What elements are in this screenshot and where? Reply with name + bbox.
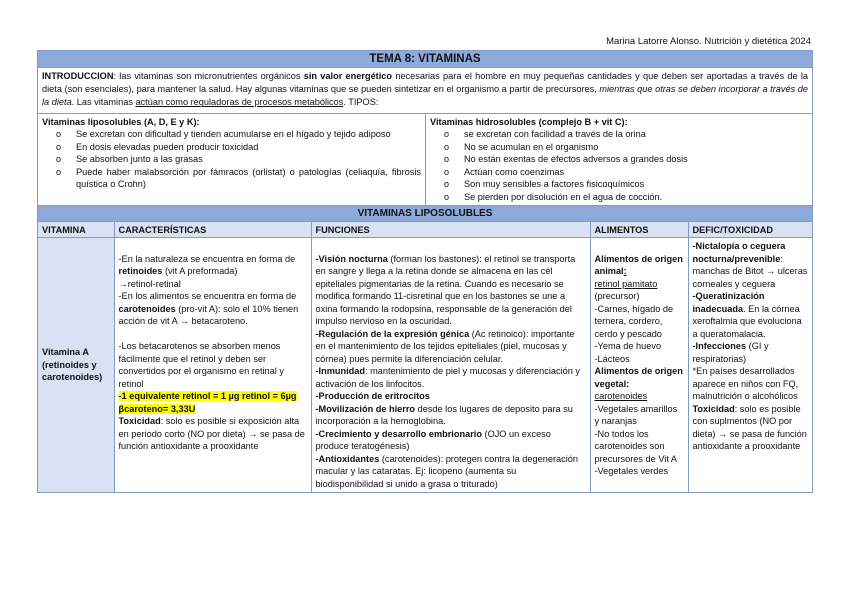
def-item: *En países desarrollados aparece en niños con FQ, malnutrición o alcohólicos [692,366,799,402]
alimentos-animal-label: Alimentos de origen animal: [594,253,683,277]
text: . En la córnea xeroftalmia que evoluciona a queratomalacia. [692,303,802,339]
alimentos-vegetal-label: Alimentos de origen vegetal: [594,366,683,389]
list-item: o Se excretan con dificultad y tienden acumularse en el hígado y tejido adiposo [76,128,421,141]
intro-text-4: . TIPOS: [343,97,379,108]
intro-bold-1: sin valor energético [303,71,393,81]
bold-text: -Producción de eritrocitos [315,391,430,402]
col-header-vitamina: VITAMINA [38,222,114,238]
car-p2: →retinol-retinal [118,278,181,289]
col-header-deficiencia: DEFIC/TOXICIDAD [688,222,812,238]
page-title: TEMA 8: VITAMINAS [38,51,812,68]
bold-text: -Queratinización inadecuada [692,291,765,314]
bold-text: Toxicidad [118,416,161,427]
list-item: o Se pierden por disolución en el agua de cocción. [464,191,808,204]
vitamin-name-cell: Vitamina A (retinoides y carotenoides) [38,238,114,493]
liposolubles-title: Vitaminas liposolubles (A, D, E y K): [42,116,200,127]
funcion-item [316,390,586,403]
text: (GI y respiratorias) [692,341,769,364]
car-p3 [119,290,307,328]
table-header-row [38,222,812,238]
text: : mantenimiento de piel y mucosas y diferenciación y activación de los linfocitos. [315,366,581,389]
text: Alimentos de origen animal [594,253,683,277]
funcion-item [316,403,586,428]
text: -En la naturaleza se encuentra en forma de [118,253,296,264]
car-toxicidad [119,415,307,453]
bold-text: carotenoides [118,303,176,314]
bold-text: -Regulación de la expresión génica [315,328,470,339]
intro-text-2: necesarias para el hombre en muy pequeñas cantidades y que deben ser aportadas a través de la dieta (son esenciales), para mantener la salud. Hay algunas vitaminas que se pueden sintetizar en el organismo a partir de precursores, [42,71,808,95]
list-item: o Son muy sensibles a factores fisicoquímicos [464,178,808,191]
hidrosolubles-title: Vitaminas hidrosolubles (complejo B + vit C): [430,116,628,127]
author-header: Marina Latorre Alonso. Nutrición y dietética 2024 [606,36,811,47]
text: (precursor) [594,291,640,302]
text: : solo es posible con suplmentos (NO por dieta) → se pasa de función antioxidante a prooxidante [692,403,807,452]
text: (carotenoides): protegen contra la degeneración macular y las cataratas. Ej: licopeno (aumenta su biodisponibilidad si unido a grasa o triturado) [315,453,578,489]
underlined-text: retinol pamitato [594,278,658,289]
text: : manchas de Bitot → ulceras corneales y ceguera [692,253,808,289]
funcion-item [316,328,586,366]
funcion-item [316,365,586,390]
list-item: -Yema de huevo [594,341,662,352]
list-item: o Puede haber malabsorción por fámracos (orlistat) o patologías (celiaquía, fibrosis quística o Crohn) [76,166,421,191]
text: (vit A preformada) [162,266,238,277]
list-item: -Carnes, hígado de ternera, cordero, cerdo y pescado [594,303,674,339]
car-p4: -Los betacarotenos se absorben menos fácilmente que el retinol y deben ser convertidos por el organismo en retinal y retinol [118,341,284,389]
vitamin-types [38,114,812,207]
bold-text: -Nictalopía o ceguera nocturna/prevenible [692,241,786,264]
list-item: o Actúan como coenzimas [464,166,808,179]
alimentos-vegetal-sub: carotenoides [594,391,648,402]
document-sheet [37,50,813,493]
funcion-item [316,453,586,491]
list-item: o Se absorben junto a las grasas [76,153,421,166]
deficiencia-cell [688,238,812,493]
list-item: o No se acumulan en el organismo [464,141,808,154]
bold-text: -Visión nocturna [315,253,388,264]
intro-italic-1: mientras que otras se deben incorporar a través de la dieta [42,84,808,108]
section-title: VITAMINAS LIPOSOLUBLES [38,206,812,222]
highlighted-equivalence: -1 equivalente retinol = 1 µg retinol = 6µg βcaroteno= 3,33U [118,391,297,414]
intro-text-1: : las vitaminas son micronutrientes orgánicos [113,71,304,81]
bold-text: -Inmunidad [315,366,366,377]
alimentos-cell [590,238,688,493]
intro-label: INTRODUCCION [42,71,114,81]
bold-text: retinoides [118,266,163,277]
def-item [693,240,809,290]
def-item [693,340,809,365]
funcion-item [316,428,586,453]
bold-text: -Infecciones [692,341,747,352]
bold-text: -Movilización de hierro [315,403,416,414]
introduction-paragraph [38,68,812,114]
hidrosolubles-box [425,114,812,206]
car-p1 [119,253,307,278]
text: (forman los bastones): el retinol se transporta en sangre y llega a la retina donde se almacena en las cél epiteliales pigmentarias de la retina. Cuando es necesario se modifica formando 11-cisretinal que en los bastones se une a oxina formando la rodopsina, responsable de la generación del impulso nervioso en la oscuridad. [315,253,576,327]
funcion-item [316,253,586,328]
text: : solo es posible si exposición alta en periodo corto (NO por dieta) → se pasa de función antioxidante a prooxidante [118,416,305,452]
col-header-alimentos: ALIMENTOS [590,222,688,238]
text: (OJO un exceso produce teratogénesis) [315,428,551,452]
bold-text: Toxicidad [692,403,735,414]
list-item: -Vegetales verdes [594,466,669,477]
list-item: o No están exentas de efectos adversos a grandes dosis [464,153,808,166]
funciones-cell [311,238,590,493]
list-item: -Lácteos [594,353,630,364]
text: -En los alimentos se encuentra en forma de [118,291,297,302]
bold-text: -Crecimiento y desarrollo embrionario [315,428,482,439]
table-row [38,238,812,493]
col-header-funciones: FUNCIONES [311,222,590,238]
def-item [693,403,809,453]
liposolubles-box [38,114,425,206]
def-item [693,290,809,340]
text: (pro-vit A): solo el 10% tienen acción de vit A → betacaroteno. [118,303,299,327]
list-item: o En dosis elevadas pueden producir toxicidad [76,141,421,154]
liposolubles-list [42,128,421,191]
bold-text: -Antioxidantes [315,453,380,464]
hidrosolubles-list [430,128,808,203]
intro-underline-1: actúan como reguladoras de procesos metabólicos [135,97,344,108]
text: (Ac retinoico): importante en el mantenimiento de los tejidos epiteliales (piel, mucosas y córnea) pues permite la diferenciación celular. [315,328,575,364]
caracteristicas-cell [114,238,311,493]
list-item: -Vegetales amarillos y naranjas [594,403,678,427]
col-header-caracteristicas: CARACTERÍSTICAS [114,222,311,238]
car-highlight [119,390,307,415]
intro-text-3: . Las vitaminas [71,97,136,108]
alimentos-animal-sub [595,278,684,303]
list-item: o se excretan con facilidad a través de la orina [464,128,808,141]
list-item: -No todos los carotenoides son precursores de Vit A [594,428,678,464]
vitamins-table [38,222,812,492]
text: desde los lugares de deposito para su incorporación a la hemoglobina. [315,403,573,427]
